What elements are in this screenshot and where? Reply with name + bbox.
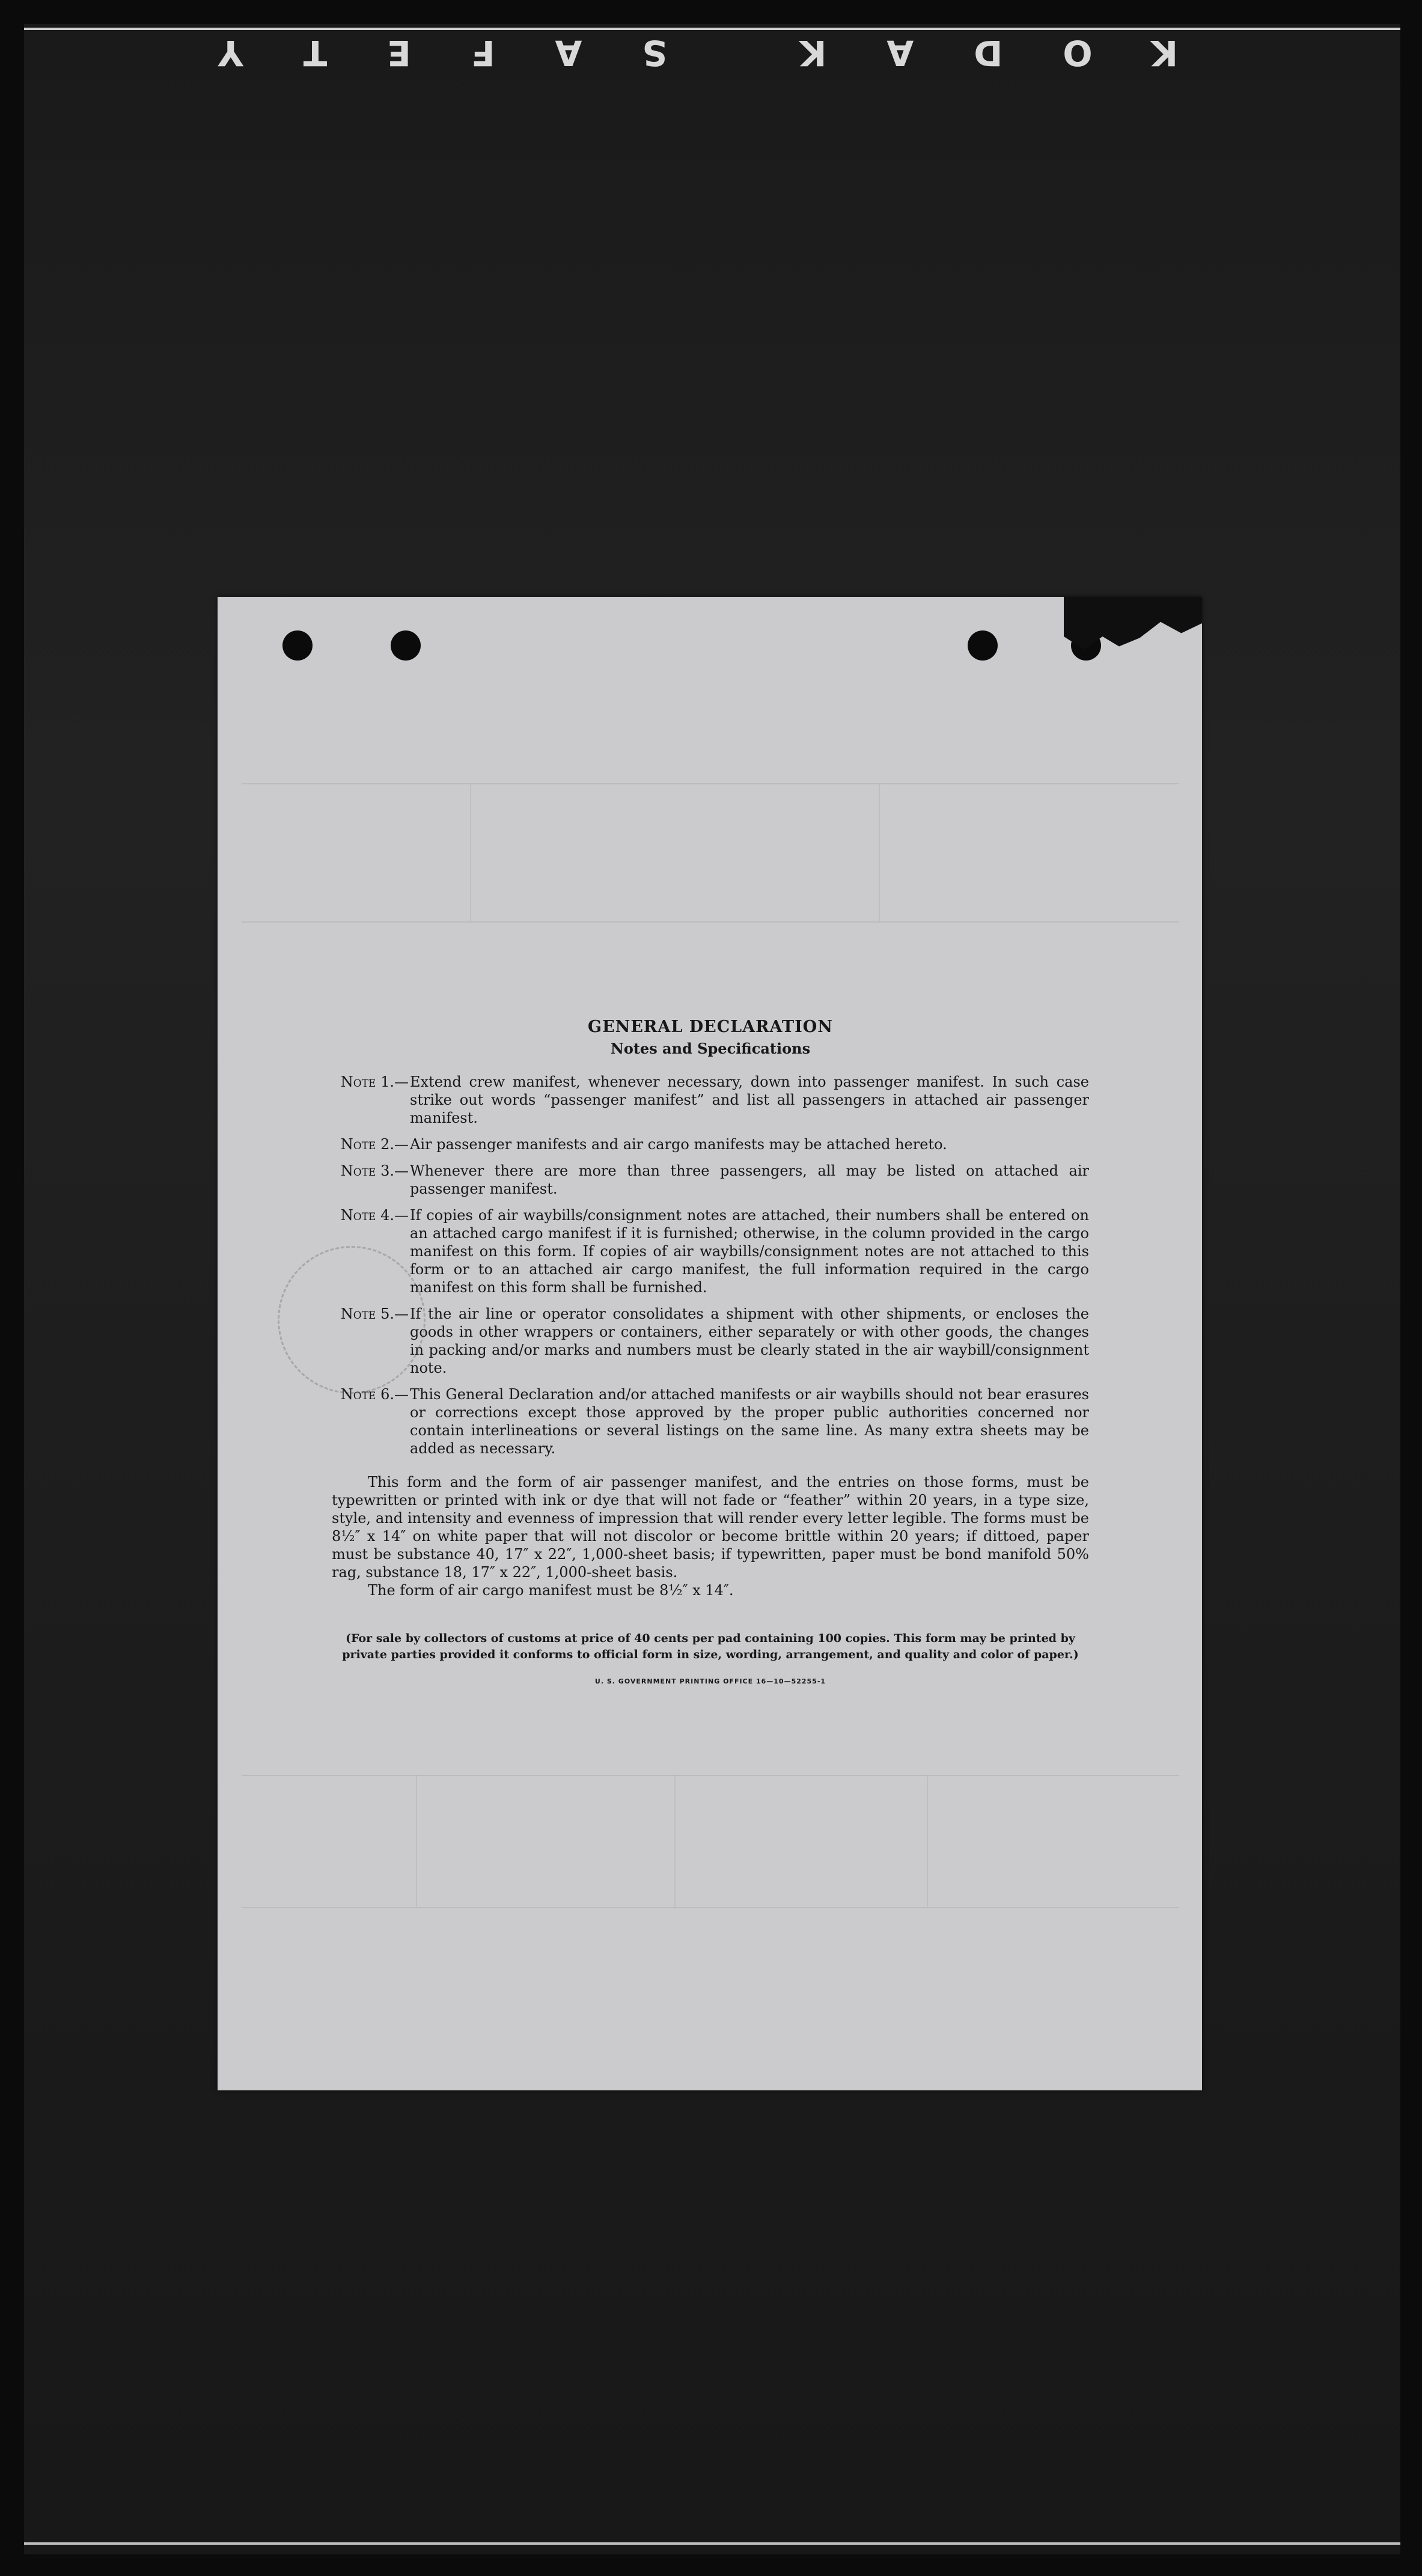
specification-paragraph: This form and the form of air passenger manifest, and the entries on those forms, must be typewritten or printed with ink or dye that will not fade or “feather” within 20 years, in a type size, style, and intensity and evenness of impression that will render every letter legible. The forms must be 8½″ x 14″ on white paper that will not discolor or become brittle within 20 years; if dittoed, paper must be substance 40, 17″ x 22″, 1,000-sheet basis; if typewritten, paper must be bond manifold 50% rag, substance 18, 17″ x 22″, 1,000-sheet basis. — [332, 1474, 1089, 1581]
show-through-rule — [470, 783, 471, 921]
film-edge-line — [24, 28, 1400, 30]
note-label: Note 4.— — [340, 1207, 409, 1224]
note-text: This General Declaration and/or attached manifests or air waybills should not bear erasures or corrections except those approved by the proper public authorities concerned nor contain interlineations or several listings on the same line. As many extra sheets may be added as necessary. — [410, 1386, 1089, 1457]
notes-section — [332, 1018, 1089, 1685]
show-through-rule — [927, 1775, 928, 1907]
sale-notice: (For sale by collectors of customs at price of 40 cents per pad containing 100 copies. This form may be printed by private parties provided it conforms to official form in size, wording, arrangement, and quality and color of paper.) — [342, 1632, 1079, 1661]
note-2 — [332, 1135, 1089, 1153]
note-text: Whenever there are more than three passengers, all may be listed on attached air passenger manifest. — [410, 1162, 1089, 1197]
show-through-rule — [242, 1775, 1179, 1776]
punch-hole — [282, 630, 313, 661]
show-through-rule — [242, 783, 1179, 784]
note-text: Air passenger manifests and air cargo manifests may be attached hereto. — [410, 1136, 947, 1153]
page-subtitle: Notes and Specifications — [610, 1040, 811, 1057]
document-page — [218, 597, 1202, 2090]
note-label: Note 2.— — [340, 1136, 409, 1153]
note-label: Note 6.— — [340, 1386, 409, 1403]
note-1 — [332, 1073, 1089, 1127]
film-edge-print: KODAK SAFETY — [157, 32, 1178, 73]
show-through-rule — [674, 1775, 676, 1907]
page-title: GENERAL DECLARATION — [588, 1018, 833, 1036]
note-4 — [332, 1206, 1089, 1296]
note-label: Note 1.— — [340, 1073, 409, 1090]
film-edge-line-bottom — [24, 2542, 1400, 2545]
printer-line: U. S. GOVERNMENT PRINTING OFFICE 16—10—52255-1 — [594, 1677, 826, 1685]
punch-hole — [968, 630, 998, 661]
show-through-rule — [879, 783, 880, 921]
show-through-rule — [416, 1775, 417, 1907]
cargo-size-line: The form of air cargo manifest must be 8½″ x 14″. — [368, 1582, 734, 1599]
show-through-rule — [242, 921, 1179, 923]
punch-hole — [391, 630, 421, 661]
show-through-rule — [242, 1907, 1179, 1908]
note-3 — [332, 1162, 1089, 1198]
note-text: Extend crew manifest, whenever necessary, down into passenger manifest. In such case strike out words “passenger manifest” and list all passengers in attached air passenger manifest. — [410, 1073, 1089, 1126]
note-6 — [332, 1385, 1089, 1457]
note-label: Note 3.— — [340, 1162, 409, 1179]
note-text: If copies of air waybills/consignment notes are attached, their numbers shall be entered on an attached cargo manifest if it is furnished; otherwise, in the column provided in the cargo manifest on this form. If copies of air waybills/consignment notes are not attached to this form or to an attached air cargo manifest, the full information required in the cargo manifest on this form shall be furnished. — [410, 1207, 1089, 1296]
note-text: If the air line or operator consolidates a shipment with other shipments, or encloses the goods in other wrappers or containers, either separately or with other goods, the changes in packing and/or marks and numbers must be clearly stated in the air waybill/consignment note. — [410, 1305, 1089, 1376]
note-label: Note 5.— — [340, 1305, 409, 1322]
note-5 — [332, 1305, 1089, 1377]
